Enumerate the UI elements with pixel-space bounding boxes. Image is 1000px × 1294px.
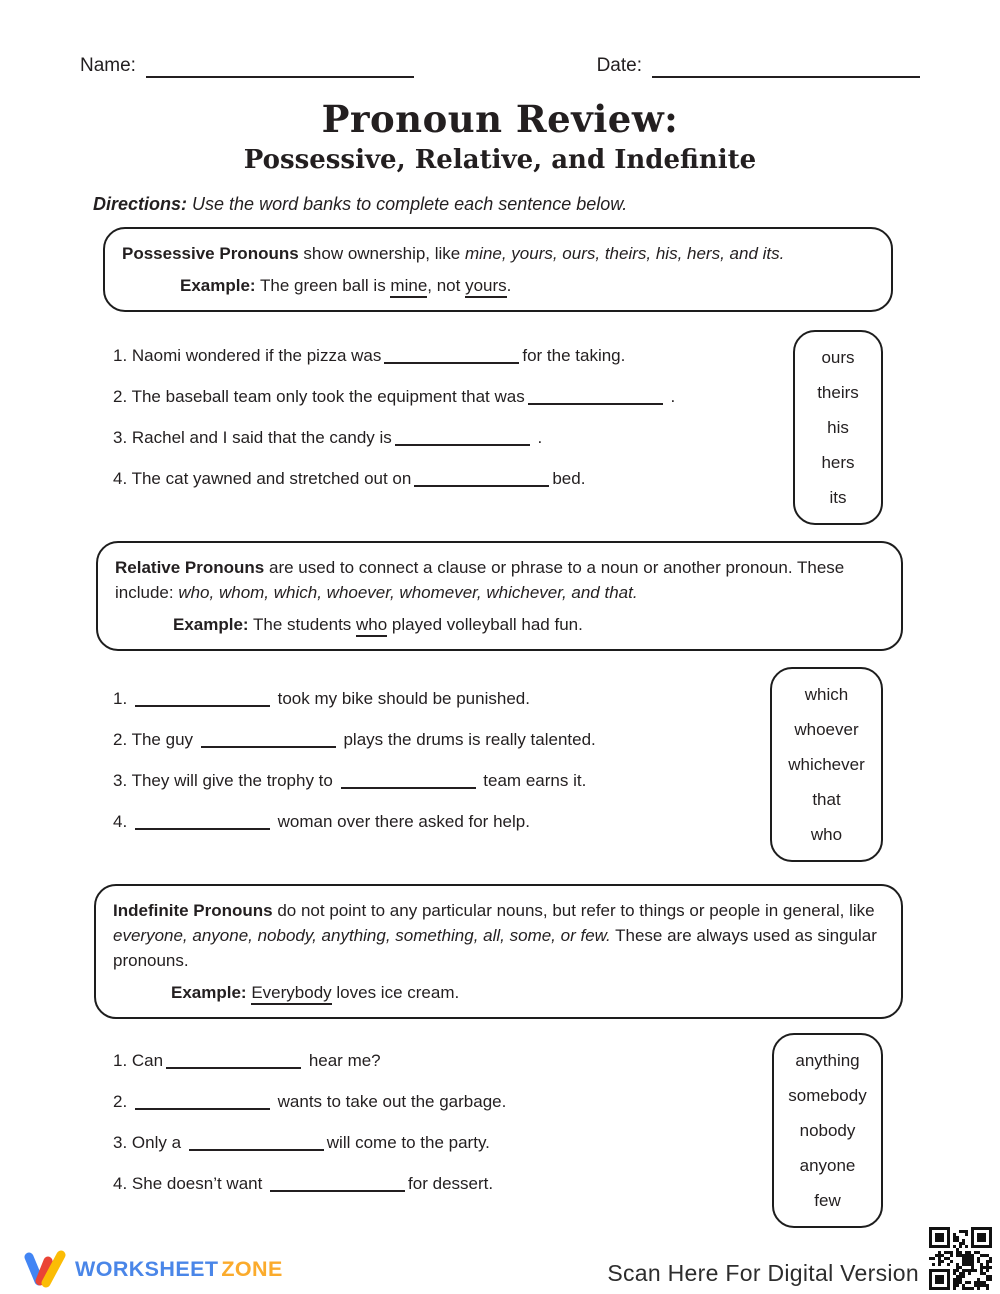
scan-area xyxy=(607,1227,992,1290)
name-field xyxy=(80,54,414,78)
text-run: 2. xyxy=(113,1092,132,1112)
text-run: 4. She doesn’t want xyxy=(113,1174,268,1194)
text-run: 3. They will give the trophy to xyxy=(113,771,338,791)
worksheet-zone-logo xyxy=(22,1248,283,1290)
fill-in-blank[interactable] xyxy=(166,1053,301,1069)
fill-in-blank[interactable] xyxy=(414,471,549,487)
text-run: will come to the party. xyxy=(326,1133,490,1153)
word-bank-item: ours xyxy=(821,348,855,368)
sentence xyxy=(113,1172,506,1196)
sentence xyxy=(113,1131,506,1155)
text-run: for the taking. xyxy=(522,346,626,366)
text-run: team earns it. xyxy=(478,771,587,791)
word-bank-item: somebody xyxy=(788,1086,867,1106)
text-run: Indefinite Pronouns xyxy=(113,901,273,921)
sentence xyxy=(113,769,596,793)
fill-in-blank[interactable] xyxy=(395,430,530,446)
text-run: 1. Can xyxy=(113,1051,164,1071)
text-run: Example: xyxy=(180,276,256,296)
sentence xyxy=(113,1049,506,1073)
date-label: Date: xyxy=(596,55,642,76)
text-run: . xyxy=(532,428,543,448)
possessive-word-bank xyxy=(793,330,883,525)
sentence xyxy=(113,1090,506,1114)
text-run: show ownership, like xyxy=(298,244,465,264)
footer xyxy=(22,1227,992,1290)
relative-word-bank xyxy=(770,667,883,862)
word-bank-item: that xyxy=(812,790,841,810)
text-run: hear me? xyxy=(304,1051,381,1071)
text-run: Example: xyxy=(171,983,247,1003)
fill-in-blank[interactable] xyxy=(189,1135,324,1151)
text-run: Everybody xyxy=(251,983,331,1005)
fill-in-blank[interactable] xyxy=(135,691,270,707)
fill-in-blank[interactable] xyxy=(135,814,270,830)
relative-sentences xyxy=(113,667,596,851)
text-run: Directions: xyxy=(93,194,188,215)
word-bank-item: nobody xyxy=(799,1121,856,1141)
text-run: mine, yours, ours, theirs, his, hers, and its. xyxy=(465,244,785,264)
possessive-sentences xyxy=(113,330,675,508)
fill-in-blank[interactable] xyxy=(341,773,476,789)
text-run: 3. Only a xyxy=(113,1133,186,1153)
text-run: for dessert. xyxy=(408,1174,494,1194)
relative-example xyxy=(173,612,884,637)
text-run: woman over there asked for help. xyxy=(272,812,530,832)
logo-text-worksheet: WORKSHEET xyxy=(75,1256,219,1281)
logo-text-zone: ZONE xyxy=(221,1256,283,1281)
text-run: 1. Naomi wondered if the pizza was xyxy=(113,346,382,366)
text-run: played volleyball had fun. xyxy=(387,615,583,635)
indefinite-description xyxy=(113,898,884,973)
name-label: Name: xyxy=(80,55,136,76)
directions xyxy=(93,194,920,215)
relative-info-box xyxy=(96,541,903,651)
text-run: who xyxy=(356,615,387,637)
text-run: , not xyxy=(427,276,466,296)
text-run: yours xyxy=(465,276,507,298)
word-bank-item: whoever xyxy=(794,720,859,740)
page-title: Pronoun Review: xyxy=(321,97,679,141)
page-subtitle: Possessive, Relative, and Indefinite xyxy=(243,144,757,175)
sentence xyxy=(113,467,675,491)
text-run: Possessive Pronouns xyxy=(122,244,299,264)
title-block xyxy=(80,98,920,177)
text-run: mine xyxy=(390,276,427,298)
word-bank-item: few xyxy=(814,1191,841,1211)
word-bank-item: anyone xyxy=(799,1156,856,1176)
word-bank-item: theirs xyxy=(817,383,859,403)
word-bank-item: who xyxy=(810,825,843,845)
indefinite-info-box xyxy=(94,884,903,1019)
text-run: do not point to any particular nouns, but refer to things or people in general, like xyxy=(272,901,875,921)
sentence xyxy=(113,385,675,409)
text-run: . xyxy=(506,276,512,296)
indefinite-example xyxy=(171,980,884,1005)
name-input-line[interactable] xyxy=(146,54,414,78)
text-run: 3. Rachel and I said that the candy is xyxy=(113,428,392,448)
fill-in-blank[interactable] xyxy=(270,1176,405,1192)
word-bank-item: anything xyxy=(795,1051,860,1071)
relative-description xyxy=(115,555,884,605)
relative-exercise-row xyxy=(80,667,920,862)
text-run: wants to take out the garbage. xyxy=(272,1092,507,1112)
fill-in-blank[interactable] xyxy=(201,732,336,748)
text-run: Example: xyxy=(173,615,249,635)
qr-code-icon xyxy=(929,1227,992,1290)
word-bank-item: its xyxy=(829,488,847,508)
possessive-example xyxy=(180,273,874,298)
text-run: 1. xyxy=(113,689,132,709)
sentence xyxy=(113,728,596,752)
sentence xyxy=(113,687,596,711)
text-run: took my bike should be punished. xyxy=(272,689,530,709)
sentence xyxy=(113,426,675,450)
name-date-row xyxy=(80,54,920,78)
fill-in-blank[interactable] xyxy=(135,1094,270,1110)
possessive-info-box xyxy=(103,227,893,312)
text-run: 2. The baseball team only took the equipment that was xyxy=(113,387,525,407)
text-run: loves ice cream. xyxy=(331,983,460,1003)
sentence xyxy=(113,810,596,834)
text-run: The green ball is xyxy=(255,276,391,296)
text-run: Use the word banks to complete each sentence below. xyxy=(187,194,628,215)
text-run: 2. The guy xyxy=(113,730,198,750)
indefinite-sentences xyxy=(113,1033,506,1213)
text-run: . xyxy=(665,387,676,407)
word-bank-item: whichever xyxy=(788,755,865,775)
scan-here-text: Scan Here For Digital Version xyxy=(607,1260,919,1286)
indefinite-exercise-row xyxy=(80,1033,920,1228)
indefinite-word-bank xyxy=(772,1033,883,1228)
text-run: are used to connect a clause or phrase to a noun or another pronoun. These include: xyxy=(115,558,845,603)
possessive-description xyxy=(122,241,874,266)
word-bank-item: which xyxy=(804,685,849,705)
text-run: These are always used as singular pronouns. xyxy=(113,926,877,971)
word-bank-item: his xyxy=(827,418,849,438)
sentence xyxy=(113,344,675,368)
worksheet-zone-logo-icon xyxy=(22,1248,68,1290)
date-field xyxy=(597,54,920,78)
text-run: everyone, anyone, nobody, anything, something, all, some, or few. xyxy=(113,926,611,946)
fill-in-blank[interactable] xyxy=(528,389,663,405)
possessive-exercise-row xyxy=(80,330,920,525)
text-run: who, whom, which, whoever, whomever, whichever, and that. xyxy=(178,583,638,603)
text-run: Relative Pronouns xyxy=(115,558,265,578)
text-run: plays the drums is really talented. xyxy=(338,730,596,750)
text-run: bed. xyxy=(552,469,586,489)
text-run: 4. The cat yawned and stretched out on xyxy=(113,469,412,489)
word-bank-item: hers xyxy=(821,453,855,473)
text-run: 4. xyxy=(113,812,132,832)
fill-in-blank[interactable] xyxy=(384,348,519,364)
date-input-line[interactable] xyxy=(652,54,920,78)
text-run: The students xyxy=(248,615,357,635)
